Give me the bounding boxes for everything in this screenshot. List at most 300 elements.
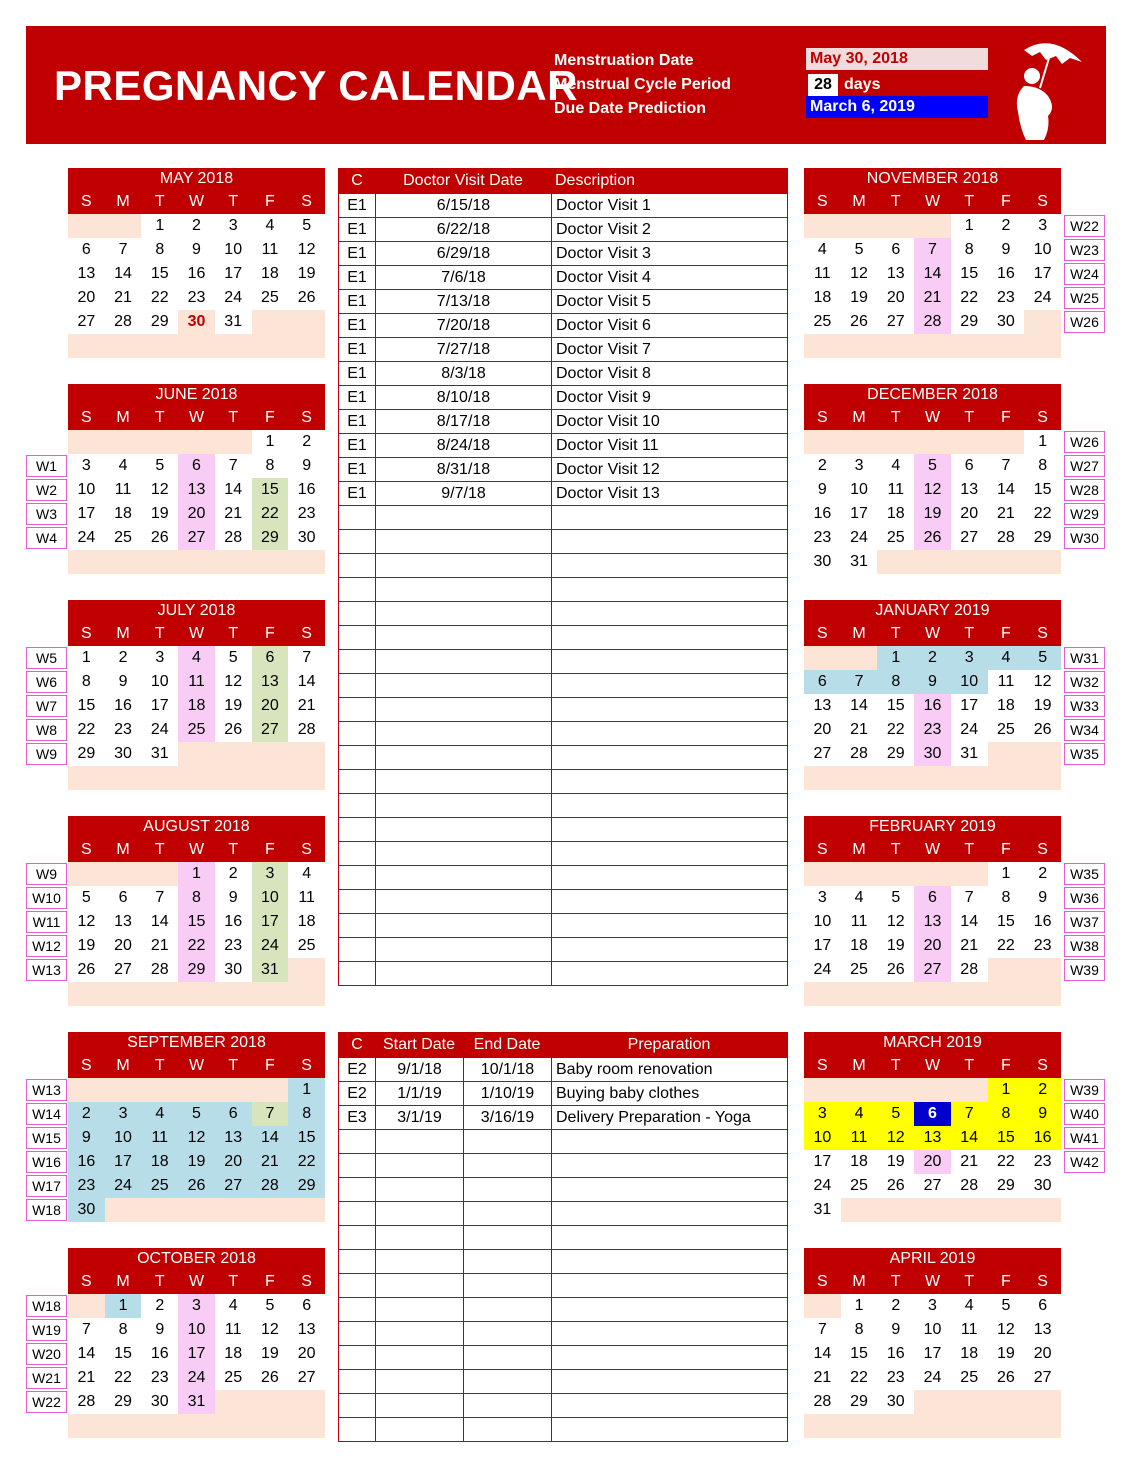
visits-empty-cell[interactable] (375, 746, 551, 769)
visits-empty-cell[interactable] (375, 602, 551, 625)
visits-empty-cell[interactable] (551, 890, 787, 913)
prep-empty-cell[interactable] (463, 1322, 551, 1345)
prep-empty-cell[interactable] (375, 1130, 463, 1153)
prep-empty-cell[interactable] (551, 1298, 787, 1321)
day-cell: 26 (997, 1369, 1015, 1386)
prep-empty-cell[interactable] (375, 1202, 463, 1225)
visits-empty-cell[interactable] (375, 794, 551, 817)
visits-empty-cell[interactable] (339, 578, 375, 601)
prep-empty-cell[interactable] (463, 1130, 551, 1153)
visits-empty-cell[interactable] (375, 842, 551, 865)
day-cell: 7 (1001, 457, 1011, 474)
visits-empty-row[interactable] (339, 697, 787, 721)
empty-day-cell (141, 430, 178, 454)
day-cell: 30 (150, 1393, 169, 1410)
day-cell: 22 (288, 1150, 325, 1174)
visits-empty-cell[interactable] (551, 602, 787, 625)
prep-empty-cell[interactable] (339, 1418, 375, 1441)
empty-day-cell (988, 1414, 1025, 1438)
prep-empty-cell[interactable] (339, 1394, 375, 1417)
visits-empty-cell[interactable] (339, 674, 375, 697)
visits-empty-row[interactable] (339, 721, 787, 745)
empty-day-cell (252, 742, 289, 766)
visits-empty-cell[interactable] (375, 818, 551, 841)
visits-empty-cell[interactable] (551, 962, 787, 985)
day-cell: 15 (886, 697, 905, 714)
visits-empty-row[interactable] (339, 577, 787, 601)
visits-empty-cell[interactable] (339, 554, 375, 577)
day-cell: 29 (114, 1393, 132, 1410)
day-of-week-label: M (852, 1273, 866, 1290)
visits-empty-cell[interactable] (339, 626, 375, 649)
visits-empty-cell[interactable] (551, 722, 787, 745)
day-cell: 4 (841, 1102, 878, 1126)
day-cell: 28 (960, 961, 979, 978)
visits-empty-row[interactable] (339, 817, 787, 841)
empty-day-cell (105, 766, 142, 790)
prep-empty-cell[interactable] (463, 1202, 551, 1225)
day-cell: 7 (302, 649, 312, 666)
day-of-week-label: F (1001, 625, 1011, 642)
week-label: W35 (1064, 863, 1105, 885)
visits-empty-row[interactable] (339, 649, 787, 673)
month-calendar (68, 1032, 325, 1222)
visits-empty-cell[interactable] (339, 938, 375, 961)
prep-empty-cell[interactable] (375, 1154, 463, 1177)
day-cell: 20 (914, 1150, 951, 1174)
visits-empty-cell[interactable] (375, 554, 551, 577)
visits-cell: Doctor Visit 2 (551, 218, 787, 241)
prep-empty-cell[interactable] (375, 1418, 463, 1441)
day-cell: 26 (150, 529, 169, 546)
day-of-week-label: S (817, 193, 828, 210)
empty-day-cell (877, 1078, 914, 1102)
day-cell: 27 (960, 529, 979, 546)
prep-empty-cell[interactable] (375, 1226, 463, 1249)
prep-empty-cell[interactable] (463, 1298, 551, 1321)
prep-empty-cell[interactable] (339, 1370, 375, 1393)
empty-day-cell (914, 1390, 951, 1414)
prep-col-end: End Date (473, 1036, 541, 1053)
visits-empty-cell[interactable] (339, 650, 375, 673)
prep-empty-cell[interactable] (339, 1298, 375, 1321)
day-of-week-header (68, 190, 325, 214)
prep-empty-cell[interactable] (551, 1322, 787, 1345)
day-cell: 5 (914, 454, 951, 478)
visits-empty-cell[interactable] (339, 746, 375, 769)
empty-day-cell (841, 1414, 878, 1438)
day-cell: 24 (813, 1177, 832, 1194)
day-cell: 3 (178, 1294, 215, 1318)
month-title: JANUARY 2019 (804, 600, 1061, 622)
prep-empty-cell[interactable] (463, 1370, 551, 1393)
day-cell: 12 (877, 1126, 914, 1150)
prep-empty-cell[interactable] (375, 1178, 463, 1201)
visits-empty-cell[interactable] (375, 698, 551, 721)
day-cell: 27 (114, 961, 132, 978)
visits-empty-row[interactable] (339, 937, 787, 961)
day-cell: 23 (997, 289, 1015, 306)
empty-day-cell (988, 958, 1025, 982)
prep-empty-cell[interactable] (551, 1370, 787, 1393)
prep-empty-row[interactable] (339, 1345, 787, 1369)
prep-empty-cell[interactable] (375, 1250, 463, 1273)
day-cell: 1 (854, 1297, 864, 1314)
day-cell: 6 (81, 241, 91, 258)
empty-day-cell (252, 766, 289, 790)
visits-empty-cell[interactable] (551, 818, 787, 841)
day-cell: 29 (252, 526, 289, 550)
visits-empty-cell[interactable] (339, 602, 375, 625)
prep-empty-cell[interactable] (463, 1274, 551, 1297)
prep-empty-row[interactable] (339, 1321, 787, 1345)
day-cell: 15 (988, 1126, 1025, 1150)
visits-empty-row[interactable] (339, 841, 787, 865)
visits-empty-cell[interactable] (551, 674, 787, 697)
visits-cell: Doctor Visit 9 (551, 386, 787, 409)
visits-empty-row[interactable] (339, 769, 787, 793)
prep-col-code: C (351, 1036, 363, 1053)
day-cell: 17 (850, 505, 868, 522)
visits-cell: E1 (347, 293, 367, 310)
day-cell: 23 (813, 529, 832, 546)
prep-empty-cell[interactable] (375, 1370, 463, 1393)
prep-empty-cell[interactable] (551, 1202, 787, 1225)
visits-cell: Doctor Visit 1 (551, 194, 787, 217)
visits-row (339, 217, 787, 241)
prep-empty-row[interactable] (339, 1297, 787, 1321)
day-cell: 1 (265, 433, 275, 450)
prep-empty-cell[interactable] (375, 1322, 463, 1345)
day-cell: 6 (252, 646, 289, 670)
prep-cell: E2 (347, 1061, 367, 1078)
day-cell: 13 (886, 265, 905, 282)
day-cell: 23 (68, 1174, 105, 1198)
prep-cell: Delivery Preparation - Yoga (551, 1106, 787, 1129)
visits-cell: E1 (347, 485, 367, 502)
prep-empty-cell[interactable] (339, 1202, 375, 1225)
empty-day-cell (951, 1414, 988, 1438)
visits-empty-row[interactable] (339, 745, 787, 769)
day-cell: 7 (914, 238, 951, 262)
day-cell: 3 (228, 217, 238, 234)
visits-empty-cell[interactable] (551, 938, 787, 961)
visits-empty-cell[interactable] (551, 866, 787, 889)
visits-empty-row[interactable] (339, 673, 787, 697)
month-days-grid (804, 1078, 1061, 1222)
visits-empty-row[interactable] (339, 889, 787, 913)
prep-empty-cell[interactable] (463, 1178, 551, 1201)
day-of-week-label: T (228, 841, 239, 858)
day-of-week-header (804, 406, 1061, 430)
visits-row (339, 241, 787, 265)
visits-empty-cell[interactable] (375, 890, 551, 913)
visits-empty-row[interactable] (339, 793, 787, 817)
day-cell: 26 (297, 289, 316, 306)
prep-empty-cell[interactable] (339, 1226, 375, 1249)
prep-empty-cell[interactable] (375, 1274, 463, 1297)
prep-empty-cell[interactable] (551, 1250, 787, 1273)
visits-empty-row[interactable] (339, 553, 787, 577)
day-cell: 1 (1038, 433, 1048, 450)
empty-day-cell (951, 430, 988, 454)
visits-cell: 7/13/18 (375, 290, 551, 313)
prep-empty-cell[interactable] (551, 1346, 787, 1369)
visits-cell: Doctor Visit 5 (551, 290, 787, 313)
day-cell: 13 (297, 1321, 316, 1338)
empty-day-cell (951, 550, 988, 574)
day-cell: 6 (215, 1102, 252, 1126)
prep-empty-cell[interactable] (375, 1298, 463, 1321)
day-cell: 7 (228, 457, 238, 474)
visits-empty-cell[interactable] (375, 962, 551, 985)
prep-empty-cell[interactable] (551, 1178, 787, 1201)
day-cell: 24 (77, 529, 96, 546)
visits-empty-row[interactable] (339, 961, 787, 985)
day-cell: 2 (817, 457, 827, 474)
visits-empty-row[interactable] (339, 505, 787, 529)
day-cell: 4 (817, 241, 827, 258)
prep-empty-row[interactable] (339, 1393, 787, 1417)
day-cell: 30 (813, 553, 832, 570)
empty-day-cell (141, 982, 178, 1006)
prep-empty-cell[interactable] (463, 1154, 551, 1177)
day-cell: 6 (178, 454, 215, 478)
prep-empty-row[interactable] (339, 1225, 787, 1249)
visits-empty-cell[interactable] (339, 842, 375, 865)
prep-empty-cell[interactable] (551, 1274, 787, 1297)
day-cell: 24 (960, 721, 979, 738)
empty-day-cell (988, 334, 1025, 358)
visits-empty-cell[interactable] (551, 626, 787, 649)
visits-empty-cell[interactable] (339, 914, 375, 937)
month-days-grid (804, 646, 1061, 790)
visits-empty-cell[interactable] (551, 578, 787, 601)
prep-empty-cell[interactable] (375, 1346, 463, 1369)
prep-empty-row[interactable] (339, 1177, 787, 1201)
day-cell: 12 (1033, 673, 1052, 690)
prep-empty-cell[interactable] (339, 1130, 375, 1153)
visits-empty-cell[interactable] (375, 578, 551, 601)
day-of-week-label: T (890, 625, 901, 642)
day-cell: 4 (228, 1297, 238, 1314)
day-of-week-label: M (852, 409, 866, 426)
visits-cell: E1 (347, 221, 367, 238)
prep-empty-cell[interactable] (551, 1226, 787, 1249)
prep-cell: 3/16/19 (463, 1106, 551, 1129)
menstruation-date-field[interactable]: May 30, 2018 (806, 48, 988, 70)
day-cell: 19 (178, 1150, 215, 1174)
visits-cell: Doctor Visit 11 (551, 434, 787, 457)
prep-empty-cell[interactable] (463, 1250, 551, 1273)
visits-empty-cell[interactable] (375, 626, 551, 649)
empty-day-cell (141, 766, 178, 790)
day-cell: 19 (850, 289, 868, 306)
month-title: NOVEMBER 2018 (804, 168, 1061, 190)
day-cell: 22 (886, 721, 905, 738)
visits-empty-row[interactable] (339, 865, 787, 889)
prep-empty-cell[interactable] (339, 1250, 375, 1273)
day-cell: 28 (114, 313, 132, 330)
day-cell: 14 (150, 913, 169, 930)
empty-day-cell (178, 766, 215, 790)
visits-empty-cell[interactable] (375, 506, 551, 529)
empty-day-cell (951, 1390, 988, 1414)
visits-empty-cell[interactable] (375, 770, 551, 793)
prep-empty-row[interactable] (339, 1201, 787, 1225)
day-cell: 8 (877, 670, 914, 694)
day-cell: 24 (252, 934, 289, 958)
visits-empty-cell[interactable] (339, 890, 375, 913)
month-calendar (68, 600, 325, 790)
cycle-period-field[interactable]: 28 (808, 74, 838, 96)
prep-empty-cell[interactable] (339, 1346, 375, 1369)
day-cell: 2 (1001, 217, 1011, 234)
prep-empty-row[interactable] (339, 1273, 787, 1297)
visits-empty-cell[interactable] (375, 722, 551, 745)
visits-empty-cell[interactable] (551, 530, 787, 553)
visits-empty-cell[interactable] (551, 842, 787, 865)
visits-empty-row[interactable] (339, 601, 787, 625)
visits-empty-cell[interactable] (375, 530, 551, 553)
prep-empty-cell[interactable] (463, 1418, 551, 1441)
week-label: W21 (26, 1367, 67, 1389)
week-label: W33 (1064, 695, 1105, 717)
day-cell: 21 (914, 286, 951, 310)
visits-col-date: Doctor Visit Date (403, 172, 523, 189)
visits-empty-cell[interactable] (551, 914, 787, 937)
day-cell: 16 (224, 913, 243, 930)
visits-empty-cell[interactable] (339, 818, 375, 841)
prep-empty-cell[interactable] (463, 1346, 551, 1369)
visits-empty-cell[interactable] (375, 914, 551, 937)
day-cell: 21 (960, 937, 979, 954)
visits-empty-cell[interactable] (551, 794, 787, 817)
visits-empty-cell[interactable] (551, 650, 787, 673)
prep-empty-cell[interactable] (339, 1178, 375, 1201)
visits-empty-cell[interactable] (375, 674, 551, 697)
day-cell: 14 (960, 913, 979, 930)
visits-empty-cell[interactable] (551, 746, 787, 769)
prep-empty-row[interactable] (339, 1129, 787, 1153)
day-of-week-header (68, 1054, 325, 1078)
empty-day-cell (288, 310, 325, 334)
day-cell: 13 (914, 910, 951, 934)
day-cell: 9 (302, 457, 312, 474)
visits-empty-cell[interactable] (339, 962, 375, 985)
prep-empty-cell[interactable] (551, 1154, 787, 1177)
prep-empty-cell[interactable] (375, 1394, 463, 1417)
visits-empty-row[interactable] (339, 913, 787, 937)
prep-empty-cell[interactable] (551, 1394, 787, 1417)
month-title: AUGUST 2018 (68, 816, 325, 838)
visits-empty-row[interactable] (339, 529, 787, 553)
day-cell: 10 (813, 913, 832, 930)
month-days-grid (68, 646, 325, 790)
day-cell: 6 (1038, 1297, 1048, 1314)
prep-empty-cell[interactable] (463, 1226, 551, 1249)
day-cell: 9 (817, 481, 827, 498)
visits-empty-cell[interactable] (551, 698, 787, 721)
visits-empty-row[interactable] (339, 625, 787, 649)
visits-empty-cell[interactable] (339, 866, 375, 889)
day-cell: 2 (155, 1297, 165, 1314)
empty-day-cell (141, 550, 178, 574)
prep-empty-row[interactable] (339, 1417, 787, 1441)
prep-empty-row[interactable] (339, 1153, 787, 1177)
visits-empty-cell[interactable] (551, 554, 787, 577)
empty-day-cell (804, 982, 841, 1006)
day-cell: 16 (997, 265, 1015, 282)
day-cell: 1 (1001, 865, 1011, 882)
day-cell: 9 (118, 673, 128, 690)
visits-empty-cell[interactable] (339, 506, 375, 529)
prep-empty-row[interactable] (339, 1249, 787, 1273)
month-calendar (804, 1032, 1061, 1222)
visits-empty-cell[interactable] (375, 938, 551, 961)
month-title: MARCH 2019 (804, 1032, 1061, 1054)
prep-empty-row[interactable] (339, 1369, 787, 1393)
day-cell: 21 (224, 505, 243, 522)
day-of-week-label: F (1001, 1057, 1011, 1074)
day-cell: 17 (813, 1153, 832, 1170)
prep-empty-cell[interactable] (463, 1394, 551, 1417)
visits-empty-cell[interactable] (339, 698, 375, 721)
prep-empty-cell[interactable] (339, 1154, 375, 1177)
day-cell: 9 (228, 889, 238, 906)
day-cell: 10 (923, 1321, 942, 1338)
day-of-week-label: S (301, 193, 312, 210)
visits-empty-cell[interactable] (339, 770, 375, 793)
visits-empty-cell[interactable] (375, 650, 551, 673)
day-cell: 24 (224, 289, 243, 306)
visits-empty-cell[interactable] (375, 866, 551, 889)
visits-cell: 6/22/18 (375, 218, 551, 241)
day-cell: 11 (887, 481, 905, 498)
week-label: W11 (26, 911, 67, 933)
prep-empty-cell[interactable] (339, 1274, 375, 1297)
week-label: W20 (26, 1343, 67, 1365)
day-cell: 3 (928, 1297, 937, 1314)
month-days-grid (68, 430, 325, 574)
visits-empty-cell[interactable] (339, 530, 375, 553)
day-of-week-label: S (301, 409, 312, 426)
day-cell: 7 (118, 241, 128, 258)
visits-empty-cell[interactable] (551, 506, 787, 529)
prep-empty-cell[interactable] (339, 1322, 375, 1345)
day-of-week-label: T (154, 841, 165, 858)
visits-empty-cell[interactable] (339, 794, 375, 817)
day-cell: 22 (77, 721, 96, 738)
day-cell: 11 (960, 1321, 978, 1338)
empty-day-cell (914, 430, 951, 454)
day-of-week-label: M (116, 625, 130, 642)
day-cell: 3 (804, 1102, 841, 1126)
day-cell: 13 (914, 1126, 951, 1150)
visits-empty-cell[interactable] (339, 722, 375, 745)
day-cell: 23 (297, 505, 316, 522)
day-of-week-header (804, 838, 1061, 862)
visits-empty-cell[interactable] (551, 770, 787, 793)
day-cell: 17 (1033, 265, 1052, 282)
prep-header-row (339, 1033, 787, 1057)
day-cell: 13 (114, 913, 132, 930)
prep-empty-cell[interactable] (551, 1130, 787, 1153)
visits-cell: E1 (347, 413, 367, 430)
prep-empty-cell[interactable] (551, 1418, 787, 1441)
day-cell: 13 (215, 1126, 252, 1150)
day-of-week-label: W (188, 409, 205, 426)
